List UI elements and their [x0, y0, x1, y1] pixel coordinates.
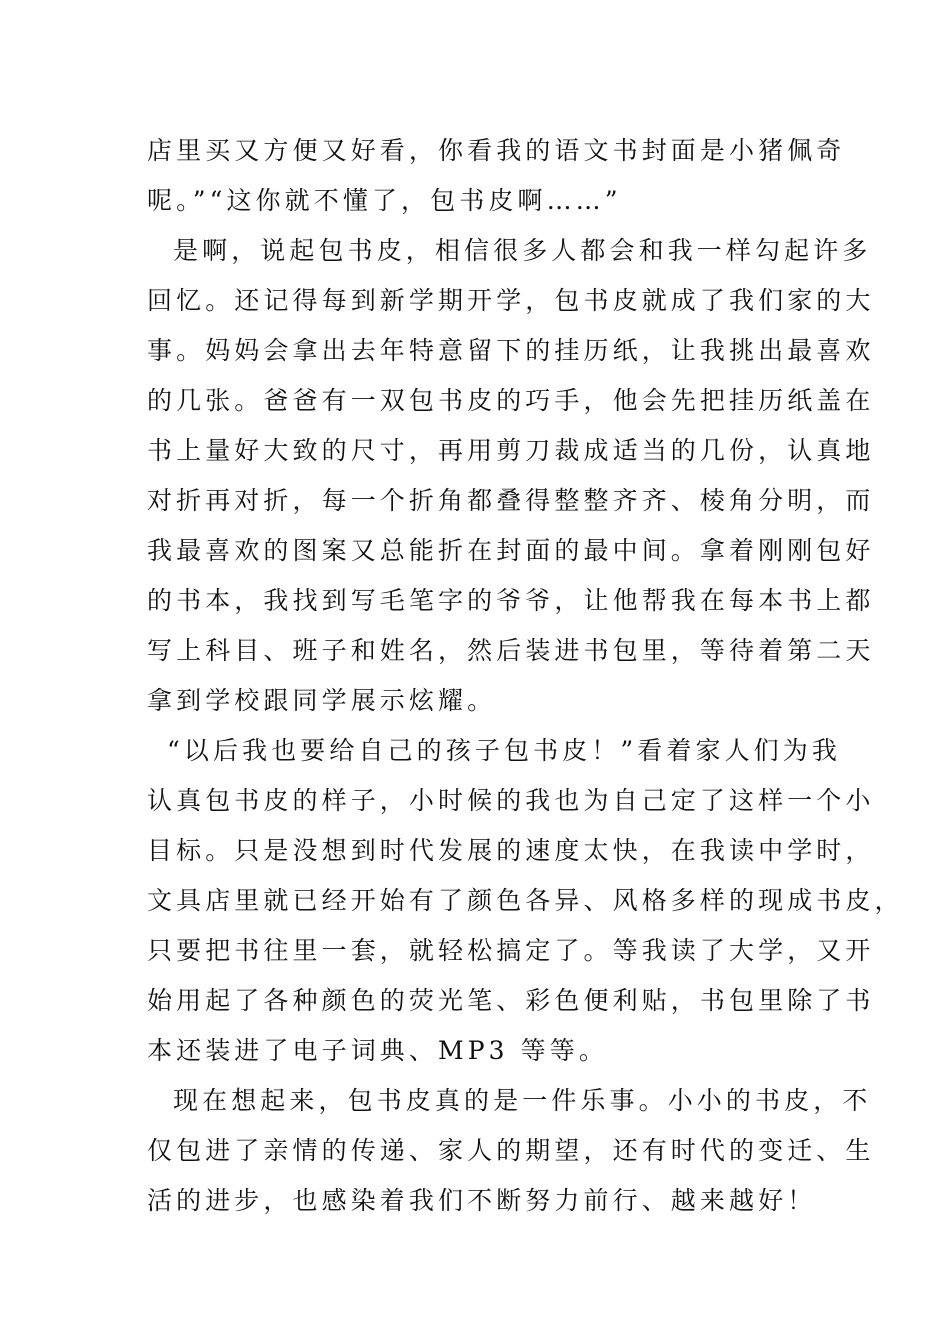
text-line: 的书本，我找到写毛笔字的爷爷，让他帮我在每本书上都 — [147, 586, 875, 615]
text-line: 仅包进了亲情的传递、家人的期望，还有时代的变迁、生 — [147, 1136, 875, 1165]
text-line: 只要把书往里一套，就轻松搞定了。等我读了大学，又开 — [147, 936, 875, 965]
text-line: 回忆。还记得每到新学期开学，包书皮就成了我们家的大 — [147, 286, 875, 315]
text-line: 书上量好大致的尺寸，再用剪刀裁成适当的几份，认真地 — [147, 436, 875, 465]
text-line: 目标。只是没想到时代发展的速度太快，在我读中学时， — [147, 836, 875, 865]
text-line: 的几张。爸爸有一双包书皮的巧手，他会先把挂历纸盖在 — [147, 386, 875, 415]
text-line: 呢。”“这你就不懂了，包书皮啊……” — [147, 186, 622, 215]
text-line: 认真包书皮的样子，小时候的我也为自己定了这样一个小 — [147, 786, 875, 815]
text-line: 文具店里就已经开始有了颜色各异、风格多样的现成书皮， — [147, 886, 904, 915]
text-line: 拿到学校跟同学展示炫耀。 — [147, 686, 497, 715]
text-line: 店里买又方便又好看，你看我的语文书封面是小猪佩奇 — [147, 136, 846, 165]
text-line: 活的进步，也感染着我们不断努力前行、越来越好！ — [147, 1186, 817, 1215]
text-line: 我最喜欢的图案又总能折在封面的最中间。拿着刚刚包好 — [147, 536, 875, 565]
text-line: 本还装进了电子词典、MP3 等等。 — [147, 1036, 608, 1065]
text-line: 始用起了各种颜色的荧光笔、彩色便利贴，书包里除了书 — [147, 986, 875, 1015]
paragraph-start-line: “以后我也要给自己的孩子包书皮！”看着家人们为我 — [167, 736, 841, 765]
text-line: 事。妈妈会拿出去年特意留下的挂历纸，让我挑出最喜欢 — [147, 336, 875, 365]
text-line: 对折再对折，每一个折角都叠得整整齐齐、棱角分明，而 — [147, 486, 875, 515]
paragraph-start-line: 是啊，说起包书皮，相信很多人都会和我一样勾起许多 — [173, 236, 872, 265]
text-line: 写上科目、班子和姓名，然后装进书包里，等待着第二天 — [147, 636, 875, 665]
paragraph-start-line: 现在想起来，包书皮真的是一件乐事。小小的书皮，不 — [173, 1086, 872, 1115]
